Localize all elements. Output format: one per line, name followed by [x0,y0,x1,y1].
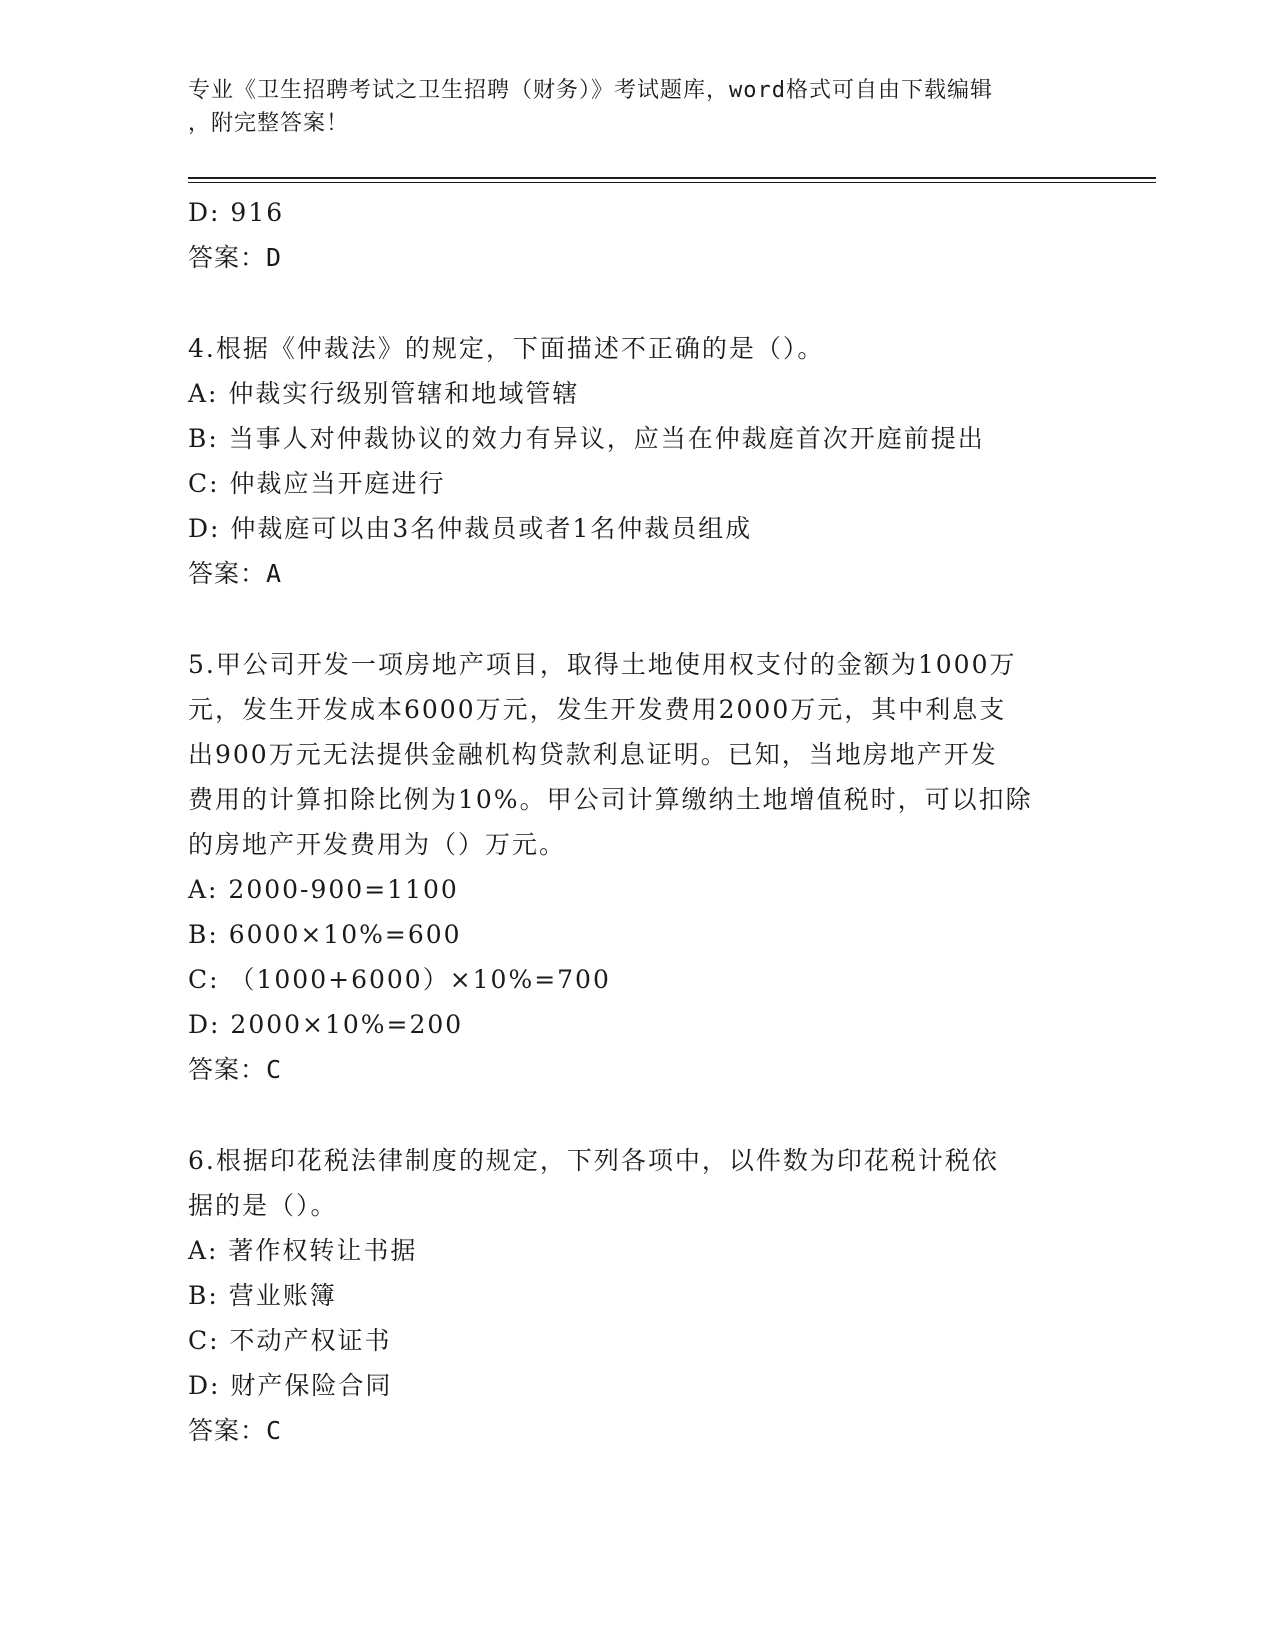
option-a: A: 仲裁实行级别管辖和地域管辖 [188,379,580,408]
option-c: C: 不动产权证书 [188,1326,392,1355]
answer-line: 答案：D [188,243,283,272]
answer-line: 答案：C [188,1055,283,1084]
spacer [188,280,1088,326]
spacer [188,596,1088,642]
document-header [188,74,1088,140]
question-text-line: 费用的计算扣除比例为10%。甲公司计算缴纳土地增值税时，可以扣除 [188,785,1033,814]
option-d: D: 仲裁庭可以由3名仲裁员或者1名仲裁员组成 [188,514,753,543]
header-divider-thick [188,177,1156,179]
option-b: B: 6000×10%=600 [188,920,462,949]
question-text-line: 的房地产开发费用为（）万元。 [188,830,567,859]
answer-line: 答案：C [188,1416,283,1445]
header-line-2: ，附完整答案！ [188,111,350,136]
answer-line: 答案：A [188,559,283,588]
question-3-tail [188,190,1088,280]
option-b: B: 当事人对仲裁协议的效力有异议，应当在仲裁庭首次开庭前提出 [188,424,985,453]
option-d: D: 财产保险合同 [188,1371,393,1400]
question-text-line: 元，发生开发成本6000万元，发生开发费用2000万元，其中利息支 [188,695,1007,724]
question-list [188,190,1088,1453]
option-d: D: 916 [188,198,285,227]
question-text-line: 5.甲公司开发一项房地产项目，取得土地使用权支付的金额为1000万 [188,650,1017,679]
spacer [188,1092,1088,1138]
header-line-1: 专业《卫生招聘考试之卫生招聘（财务）》考试题库，word格式可自由下载编辑 [188,78,993,103]
question-text: 4.根据《仲裁法》的规定，下面描述不正确的是（）。 [188,334,825,363]
question-text-line: 据的是（）。 [188,1191,338,1220]
question-5 [188,642,1088,1092]
option-a: A: 2000-900=1100 [188,875,459,904]
header-divider-thin [188,182,1156,183]
question-6 [188,1138,1088,1453]
option-c: C: 仲裁应当开庭进行 [188,469,446,498]
option-c: C: （1000+6000）×10%=700 [188,965,611,994]
question-4 [188,326,1088,596]
option-d: D: 2000×10%=200 [188,1010,464,1039]
question-text-line: 出900万元无法提供金融机构贷款利息证明。已知，当地房地产开发 [188,740,998,769]
question-text-line: 6.根据印花税法律制度的规定，下列各项中，以件数为印花税计税依 [188,1146,999,1175]
option-a: A: 著作权转让书据 [188,1236,418,1265]
option-b: B: 营业账簿 [188,1281,337,1310]
